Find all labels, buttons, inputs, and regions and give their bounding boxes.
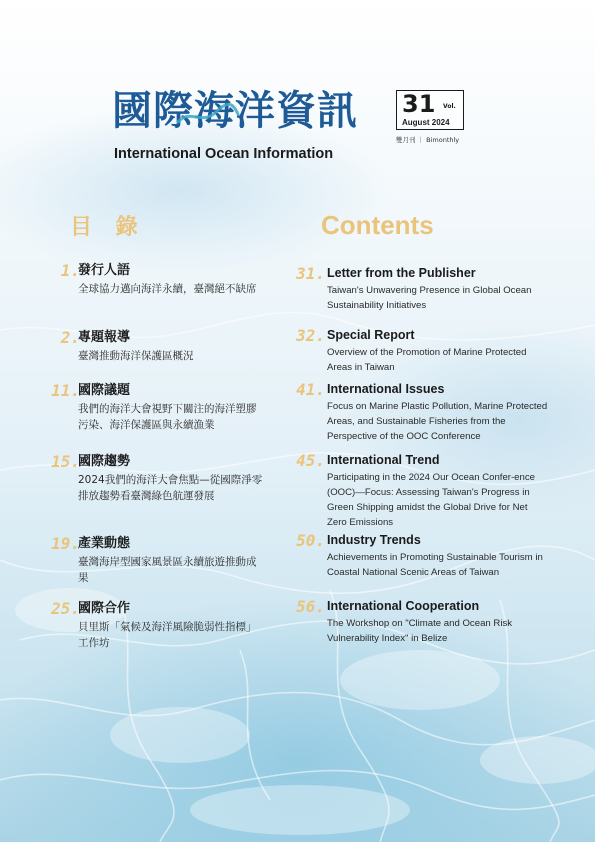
toc-item-en[interactable] <box>296 597 549 646</box>
toc-page-number: 25. <box>51 599 80 618</box>
toc-description: 貝里斯「氣候及海洋風險脆弱性指標」工作坊 <box>78 621 257 649</box>
toc-title: 發行人語 <box>78 263 131 278</box>
toc-item-cn[interactable] <box>51 534 266 586</box>
toc-title: 國際趨勢 <box>78 454 131 469</box>
toc-item-cn[interactable] <box>60 328 266 364</box>
toc-title: 國際合作 <box>78 601 131 616</box>
toc-heading-cn: 目 錄 <box>70 215 146 240</box>
toc-title: International Cooperation <box>327 599 480 613</box>
toc-item-en[interactable] <box>296 451 549 530</box>
toc-description: Overview of the Promotion of Marine Protected Areas in Taiwan <box>327 347 527 373</box>
publication-frequency: 雙月刊 ｜ Bimonthly <box>396 136 460 144</box>
toc-page-number: 19. <box>51 534 80 553</box>
toc-title: International Trend <box>327 453 440 467</box>
toc-title: 專題報導 <box>78 330 131 345</box>
toc-page-number: 50. <box>296 531 325 550</box>
toc-description: The Workshop on "Climate and Ocean Risk Vulnerability Index" in Belize <box>327 618 513 644</box>
toc-item-en[interactable] <box>296 264 549 313</box>
issue-badge <box>396 90 464 130</box>
toc-item-cn[interactable] <box>51 381 266 433</box>
toc-page-number: 11. <box>51 381 80 400</box>
toc-page-number: 1. <box>60 261 80 280</box>
toc-item-en[interactable] <box>296 531 549 580</box>
toc-description: Achievements in Promoting Sustainable Tourism in Coastal National Scenic Areas of Taiwan <box>327 552 543 578</box>
toc-item-cn[interactable] <box>60 261 266 297</box>
toc-title: 國際議題 <box>78 383 131 398</box>
toc-title: Industry Trends <box>327 533 421 547</box>
wave-icon <box>172 92 242 132</box>
toc-title: 產業動態 <box>78 536 131 551</box>
toc-item-en[interactable] <box>296 380 549 444</box>
toc-description: Taiwan's Unwavering Presence in Global Ocean Sustainability Initiatives <box>327 285 532 311</box>
toc-description: Focus on Marine Plastic Pollution, Marine Protected Areas, and Sustainable Fisheries from the Perspective of the OOC Conference <box>327 401 548 442</box>
toc-page-number: 41. <box>296 380 325 399</box>
magazine-logo <box>112 88 384 134</box>
toc-title: International Issues <box>327 382 445 396</box>
toc-description: 臺灣海岸型國家風景區永續旅遊推動成果 <box>78 556 257 584</box>
toc-page-number: 56. <box>296 597 325 616</box>
issue-vol-label: Vol. <box>443 103 456 110</box>
toc-item-cn[interactable] <box>51 452 266 504</box>
toc-item-cn[interactable] <box>51 599 266 651</box>
toc-page-number: 32. <box>296 326 325 345</box>
magazine-title-en: International Ocean Information <box>114 146 334 162</box>
toc-page-number: 45. <box>296 451 325 470</box>
toc-heading-en: Contents <box>321 210 434 240</box>
toc-title: Special Report <box>327 328 415 342</box>
toc-item-en[interactable] <box>296 326 549 375</box>
toc-description: 我們的海洋大會視野下關注的海洋塑膠污染、海洋保護區與永續漁業 <box>78 403 257 431</box>
toc-description: Participating in the 2024 Our Ocean Confer-ence (OOC)—Focus: Assessing Taiwan's Progress in Green Shipping amidst the Global Drive for Net Zero Emissions <box>327 472 535 528</box>
toc-description: 2024我們的海洋大會焦點—從國際淨零排放趨勢看臺灣綠色航運發展 <box>78 474 263 502</box>
toc-description: 臺灣推動海洋保護區概況 <box>78 350 194 362</box>
toc-title: Letter from the Publisher <box>327 266 476 280</box>
magazine-title-cn: 國際海洋資訊 <box>112 87 358 134</box>
toc-page-number: 2. <box>60 328 80 347</box>
toc-page-number: 15. <box>51 452 80 471</box>
toc-description: 全球協力邁向海洋永續，臺灣絕不缺席 <box>78 283 257 295</box>
issue-number: 31 <box>402 90 436 118</box>
toc-page-number: 31. <box>296 264 325 283</box>
issue-date: August 2024 <box>402 118 450 127</box>
